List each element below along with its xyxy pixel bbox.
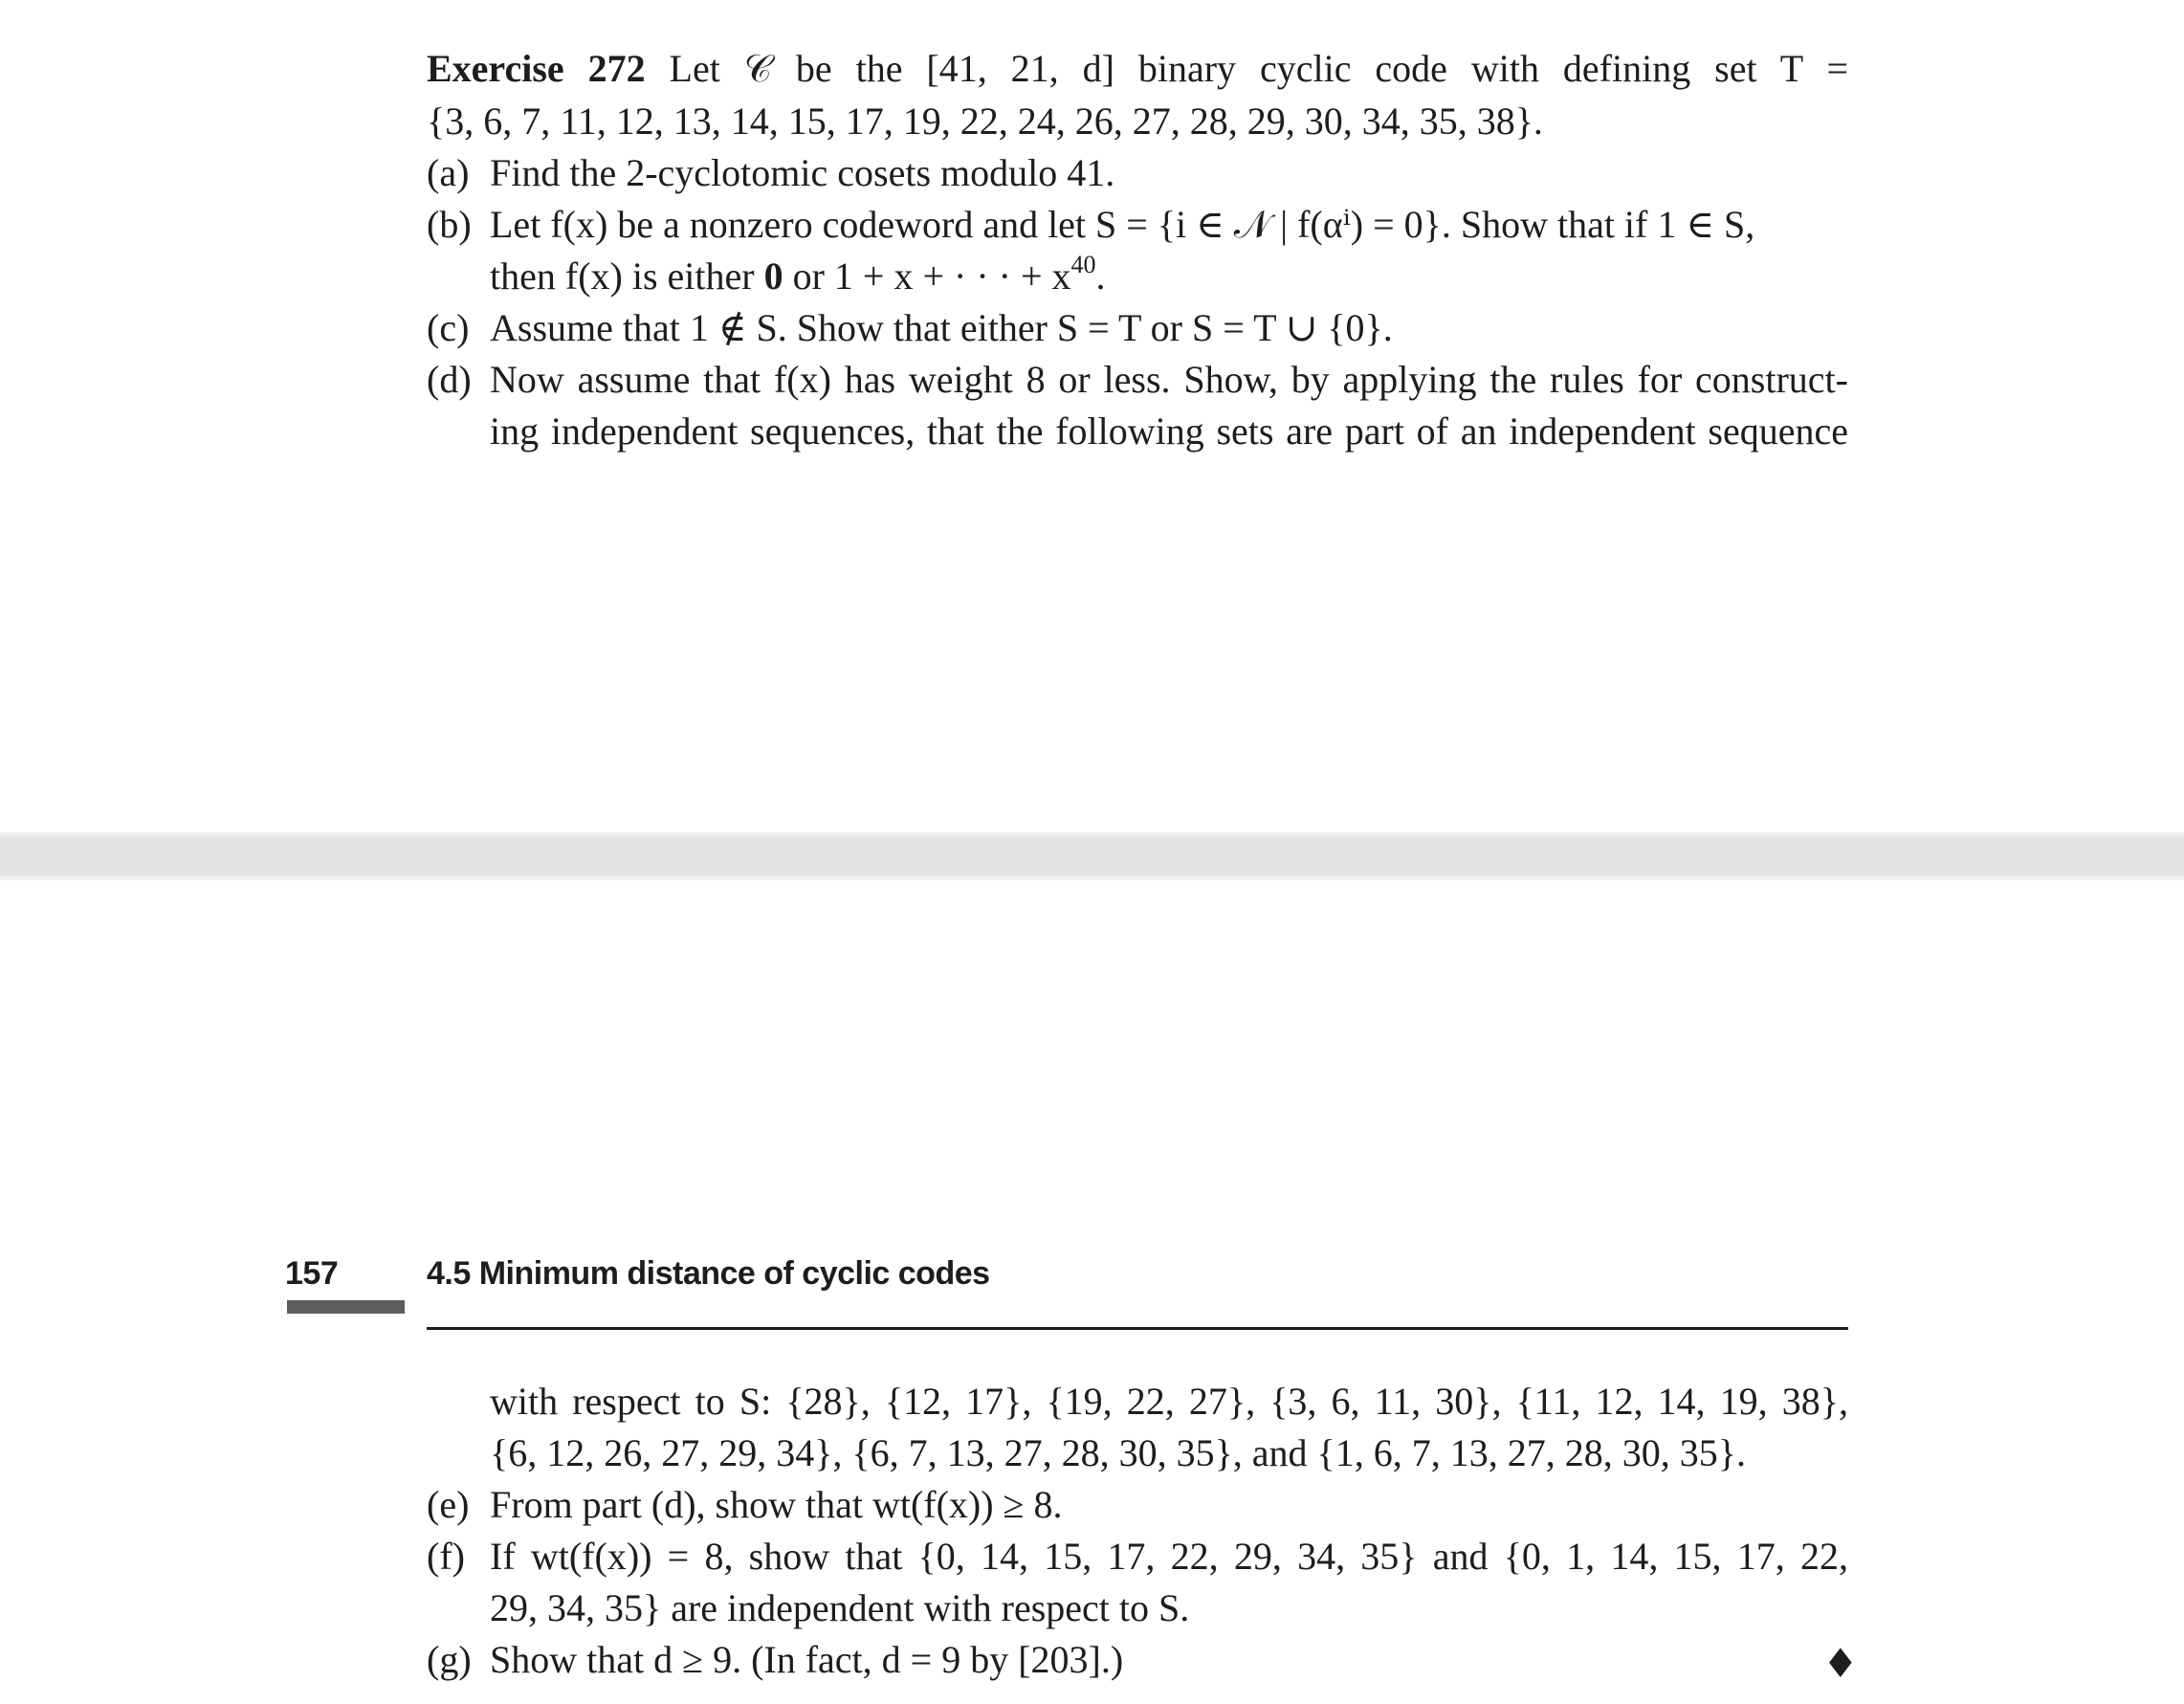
part-c-label: (c) (427, 306, 470, 349)
part-g-text: Show that d ≥ 9. (In fact, d = 9 by [203].) (490, 1638, 1124, 1681)
part-d-label: (d) (427, 358, 472, 401)
part-a-text: Find the 2-cyclotomic cosets modulo 41. (490, 151, 1115, 194)
exercise-label: Exercise 272 (427, 47, 646, 90)
part-d-line-3: with respect to S: {28}, {12, 17}, {19, 22, 27}, {3, 6, 11, 30}, {11, 12, 14, 19, 38}, (490, 1380, 1848, 1423)
end-of-exercise-diamond-icon: ♦ (1822, 1640, 1859, 1687)
part-b-label: (b) (427, 203, 472, 246)
part-b-line-2-mid: or 1 + x + · · · + x (783, 254, 1071, 298)
page-number: 157 (285, 1255, 339, 1292)
zero-codeword: 0 (763, 254, 783, 298)
section-title: 4.5 Minimum distance of cyclic codes (427, 1255, 990, 1292)
header-rule (427, 1327, 1848, 1330)
exercise-intro-line-2 (427, 96, 1543, 147)
page-number-bar (287, 1300, 405, 1314)
part-b-line-2-post: . (1095, 254, 1106, 298)
exercise-intro-text: Let 𝒞 be the [41, 21, d] binary cyclic code with defining set T = (669, 47, 1848, 90)
part-g-label: (g) (427, 1638, 472, 1681)
part-a-label: (a) (427, 151, 470, 194)
part-d-line-4: {6, 12, 26, 27, 29, 34}, {6, 7, 13, 27, 28, 30, 35}, and {1, 6, 7, 13, 27, 28, 30, 35}. (490, 1431, 1746, 1474)
exponent-40: 40 (1070, 251, 1096, 278)
part-c-text: Assume that 1 ∉ S. Show that either S = T or S = T ∪ {0}. (490, 306, 1393, 349)
exercise-intro-line-1 (427, 43, 1848, 95)
defining-set: {3, 6, 7, 11, 12, 13, 14, 15, 17, 19, 22, 24, 26, 27, 28, 29, 30, 34, 35, 38}. (427, 100, 1543, 143)
part-e-label: (e) (427, 1483, 470, 1526)
part-f-line-2: 29, 34, 35} are independent with respect to S. (490, 1586, 1190, 1629)
part-f-line-1: If wt(f(x)) = 8, show that {0, 14, 15, 17, 22, 29, 34, 35} and {0, 1, 14, 15, 17, 22, (490, 1535, 1848, 1578)
part-d-line-2: ing independent sequences, that the following sets are part of an independent sequence (490, 409, 1848, 453)
part-e-text: From part (d), show that wt(f(x)) ≥ 8. (490, 1483, 1063, 1526)
part-d-line-1: Now assume that f(x) has weight 8 or less. Show, by applying the rules for construct- (490, 358, 1848, 401)
part-b-line-1: Let f(x) be a nonzero codeword and let S = {i ∈ 𝒩 | f(αⁱ) = 0}. Show that if 1 ∈ S, (490, 203, 1755, 246)
part-f-label: (f) (427, 1535, 465, 1578)
part-b-line-2-pre: then f(x) is either (490, 254, 764, 298)
part-b-line-2 (490, 251, 1106, 302)
page-separator (0, 832, 2184, 880)
